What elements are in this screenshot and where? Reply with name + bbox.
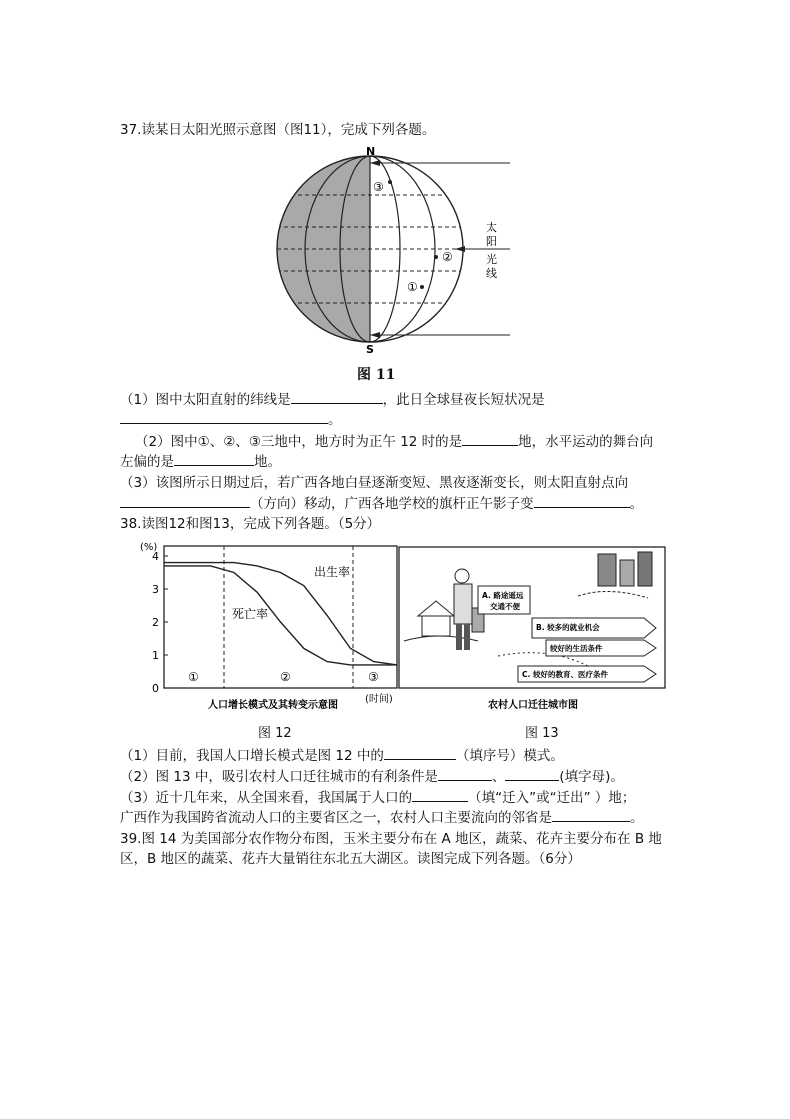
north-label: N <box>366 145 376 158</box>
time-label: (时间) <box>365 694 393 705</box>
q38-part1: （1）目前，我国人口增长模式是图 12 中的 （填序号）模式。 <box>120 745 564 766</box>
ytick-label: 3 <box>152 583 159 596</box>
birth-rate-line <box>164 563 397 665</box>
stage2-label: ② <box>280 670 291 684</box>
q38-title: 38.读图12和图13，完成下列各题。（5分） <box>120 516 381 532</box>
label-b1: B. 较多的就业机会 <box>536 623 600 632</box>
label-b2: 较好的生活条件 <box>550 644 603 653</box>
sun-label-4: 线 <box>486 267 497 280</box>
south-label: S <box>366 343 374 356</box>
fig13-migration-illustration <box>398 546 668 718</box>
fig11-caption: 图 11 <box>357 367 396 383</box>
q37-part1: （1）图中太阳直射的纬线是 ，此日全球昼夜长短状况是 <box>120 389 545 410</box>
ylabel-percent: (%) <box>140 542 158 553</box>
fig12-caption: 图 12 <box>258 726 292 741</box>
q39-line1: 39.图 14 为美国部分农作物分布图，玉米主要分布在 A 地区，蔬菜、花卉主要分布在 B 地 <box>120 831 662 847</box>
q39-line2: 区，B 地区的蔬菜、花卉大量销往东北五大湖区。读图完成下列各题。（6分） <box>120 851 581 867</box>
birth-rate-label: 出生率 <box>314 565 351 579</box>
label-a-line2: 交通不便 <box>490 602 520 611</box>
label-c: C. 较好的教育、医疗条件 <box>522 670 608 679</box>
stage3-label: ③ <box>368 670 379 684</box>
point1-label: ① <box>407 280 418 294</box>
ytick-label: 1 <box>152 649 159 662</box>
point3-label: ③ <box>373 180 384 194</box>
sun-label-2: 阳 <box>486 235 497 248</box>
fig11-globe-diagram <box>270 145 530 360</box>
sun-label-1: 太 <box>486 221 497 234</box>
q37-title: 37.读某日太阳光照示意图（图11），完成下列各题。 <box>120 122 436 138</box>
q38-part2: （2）图 13 中，吸引农村人口迁往城市的有利条件是 、 (填字母)。 <box>120 766 624 787</box>
ytick-label: 4 <box>152 550 159 563</box>
ytick-label: 2 <box>152 616 159 629</box>
sun-label-3: 光 <box>486 253 497 266</box>
label-a-line1: A. 路途遥远 <box>482 591 524 600</box>
q37-part3-cont: （方向）移动，广西各地学校的旗杆正午影子变 。 <box>120 493 643 514</box>
fig13-caption: 图 13 <box>525 726 559 741</box>
q38-part3: （3）近十几年来，从全国来看，我国属于人口的 （填“迁入”或“迁出” ）地； <box>120 787 635 808</box>
fig12-population-chart <box>140 538 402 718</box>
q38-part3-cont: 广西作为我国跨省流动人口的主要省区之一，农村人口主要流向的邻省是 。 <box>120 807 644 828</box>
death-rate-label: 死亡率 <box>232 607 269 621</box>
point2-label: ② <box>442 250 453 264</box>
q37-part1-cont: 。 <box>120 409 342 430</box>
ytick-label: 0 <box>152 682 159 695</box>
fig13-subtitle: 农村人口迁往城市图 <box>488 700 578 711</box>
q37-part2-cont: 左偏的是 地。 <box>120 451 281 472</box>
q37-part3: （3）该图所示日期过后，若广西各地白昼逐渐变短、黑夜逐渐变长，则太阳直射点向 <box>120 475 629 491</box>
stage1-label: ① <box>188 670 199 684</box>
death-rate-line <box>164 566 397 665</box>
q37-part2: （2）图中①、②、③三地中，地方时为正午 12 时的是 地，水平运动的舞台向 <box>135 431 653 452</box>
fig12-subtitle: 人口增长模式及其转变示意图 <box>208 700 338 711</box>
